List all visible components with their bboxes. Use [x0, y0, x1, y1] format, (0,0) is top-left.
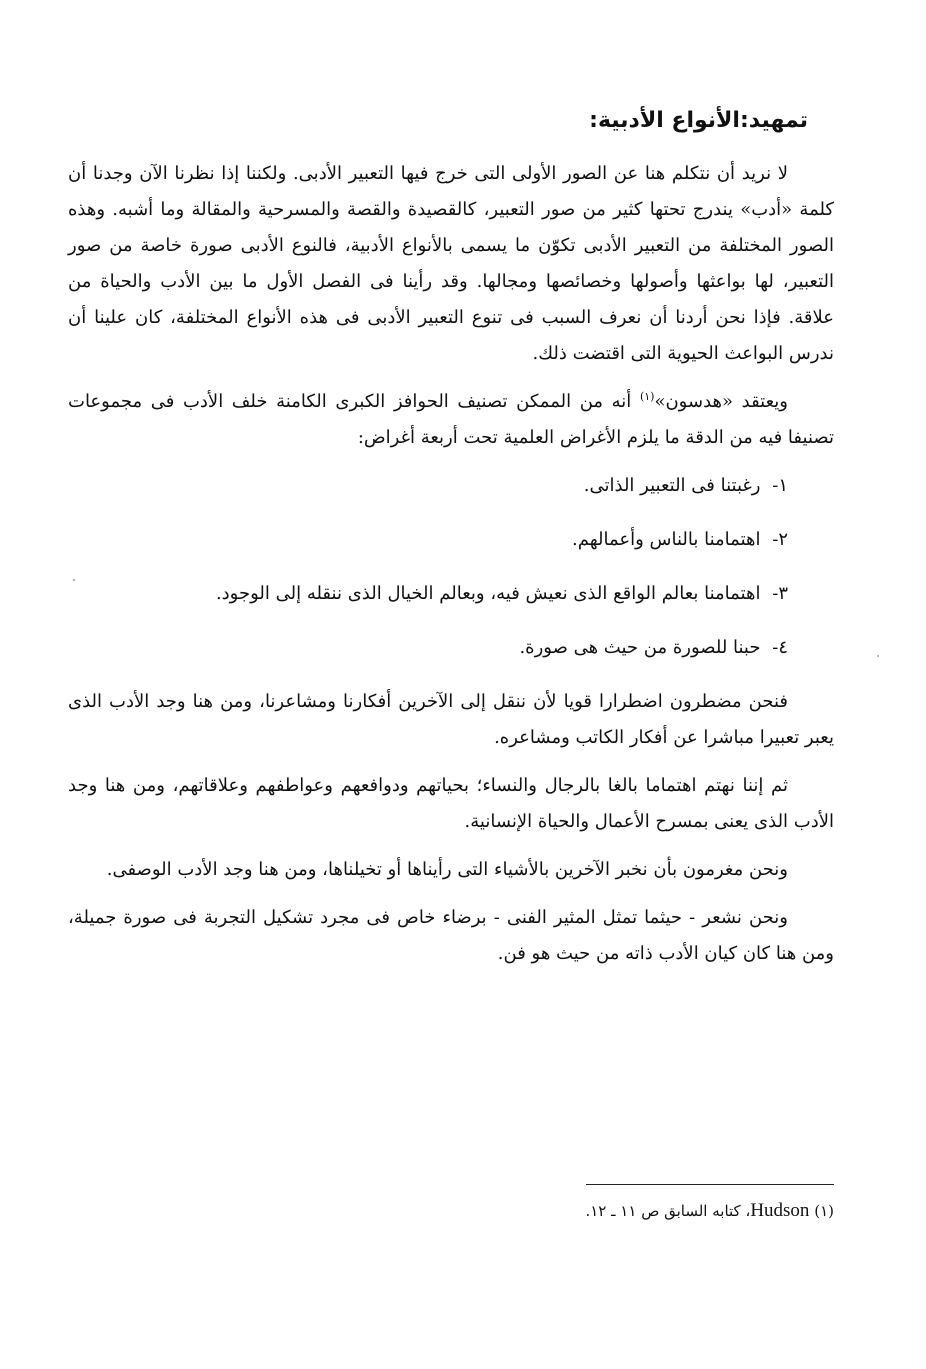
- footnote: [585, 1198, 834, 1224]
- paragraph-hudson-rest: أنه من الممكن تصنيف الحوافز الكبرى الكامنة خلف الأدب فى مجموعات تصنيفا فيه من الدقة ما يلزم الأغراض العلمية تحت أربعة أغراض:: [68, 391, 834, 448]
- list-item-text: حبنا للصورة من حيث هى صورة.: [519, 637, 761, 658]
- list-item: [68, 576, 834, 612]
- footnote-text: ، كتابه السابق ص ١١ ـ ١٢.: [585, 1202, 751, 1220]
- list-item: [68, 630, 834, 666]
- footnote-mark: (١): [814, 1202, 834, 1220]
- scan-speck: [877, 655, 879, 657]
- list-item: [68, 468, 834, 504]
- paragraph-art: ونحن نشعر - حيثما تمثل المثير الفنى - برضاء خاص فى مجرد تشكيل التجربة فى صورة جميلة، ومن هنا كان كيان الأدب ذاته من حيث هو فن.: [68, 907, 834, 964]
- list-item-text: اهتمامنا بعالم الواقع الذى نعيش فيه، وبعالم الخيال الذى ننقله إلى الوجود.: [215, 583, 761, 604]
- paragraph-intro: لا نريد أن نتكلم هنا عن الصور الأولى التى خرج فيها التعبير الأدبى. ولكننا إذا نظرنا الآن وجدنا أن كلمة «أدب» يندرج تحتها كثير من صور التعبير، كالقصيدة والقصة والمسرحية والمقالة وما أشبه. وهذه الصور المختلفة من التعبير الأدبى تكوّن ما يسمى بالأنواع الأدبية، فالنوع الأدبى صورة خاصة من صور التعبير، لها بواعثها وأصولها وخصائصها ومجالها. وقد رأينا فى الفصل الأول ما بين الأدب والحياة من علاقة. فإذا نحن أردنا أن نعرف السبب فى تنوع التعبير الأدبى فى هذه الأنواع المختلفة، كان علينا أن ندرس البواعث الحيوية التى اقتضت ذلك.: [68, 163, 834, 364]
- list-item-number: ٣-: [772, 583, 788, 604]
- section-title: تمهيد:الأنواع الأدبية:: [589, 108, 808, 133]
- paragraph-self-expression: فنحن مضطرون اضطرارا قويا لأن ننقل إلى الآخرين أفكارنا ومشاعرنا، ومن هنا وجد الأدب الذى يعبر تعبيرا مباشرا عن أفكار الكاتب ومشاعره.: [68, 691, 834, 748]
- list-item-number: ٢-: [772, 529, 788, 550]
- list-item: [68, 522, 834, 558]
- paragraph-hudson: [68, 384, 834, 456]
- motives-list: [68, 468, 834, 666]
- list-item-text: اهتمامنا بالناس وأعمالهم.: [572, 529, 761, 550]
- body-text: [68, 156, 834, 984]
- scan-speck: [73, 579, 75, 581]
- paragraph-hudson-start: ويعتقد «هدسون»: [654, 391, 789, 412]
- footnote-divider: [586, 1184, 834, 1185]
- list-item-number: ١-: [772, 475, 788, 496]
- paragraph-description: ونحن مغرمون بأن نخبر الآخرين بالأشياء التى رأيناها أو تخيلناها، ومن هنا وجد الأدب الوصفى.: [106, 859, 788, 880]
- list-item-text: رغبتنا فى التعبير الذاتى.: [583, 475, 761, 496]
- footnote-reference: (١): [639, 390, 655, 403]
- paragraph-people: ثم إننا نهتم اهتماما بالغا بالرجال والنساء؛ بحياتهم ودوافعهم وعواطفهم وعلاقاتهم، ومن هنا وجد الأدب الذى يعنى بمسرح الأعمال والحياة الإنسانية.: [68, 775, 834, 832]
- footnote-author: Hudson: [750, 1200, 810, 1221]
- list-item-number: ٤-: [772, 637, 788, 658]
